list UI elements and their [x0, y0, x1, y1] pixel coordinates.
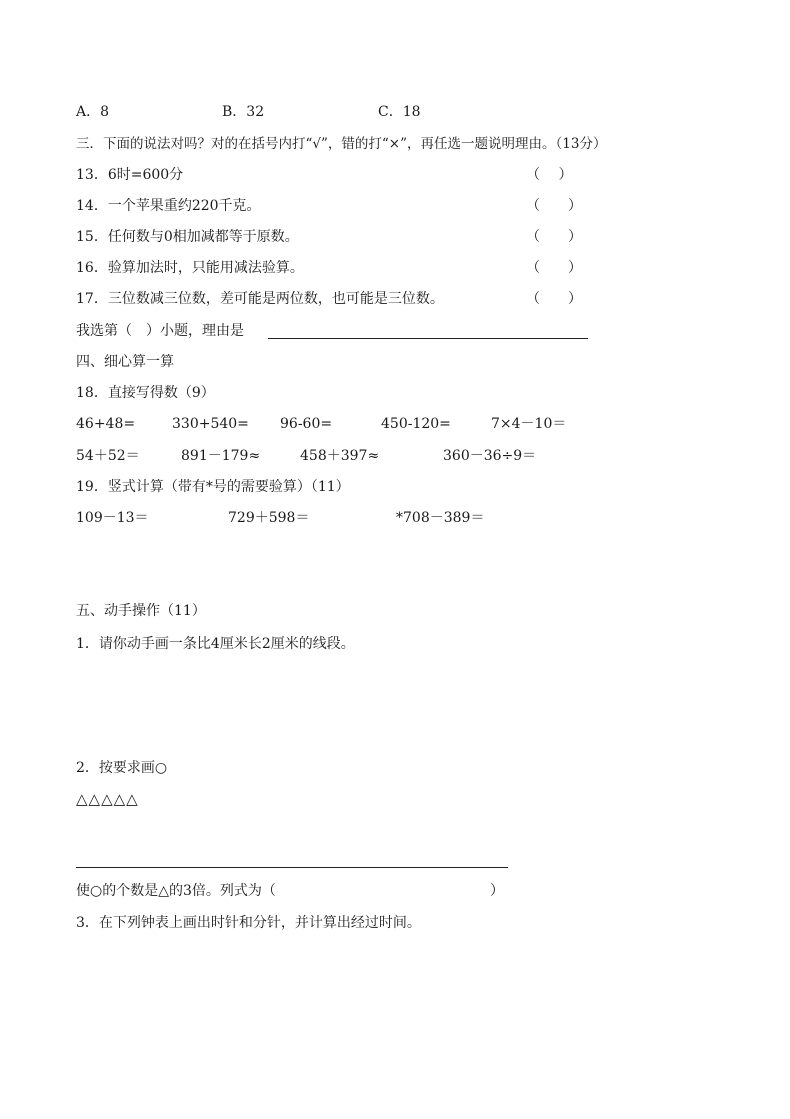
calc-item: 7×4－10＝: [491, 416, 567, 432]
answer-paren-15[interactable]: （ ）: [526, 229, 582, 245]
option-c: C．18: [378, 104, 421, 120]
drawing-question-1: 1．请你动手画一条比4厘米长2厘米的线段。: [76, 636, 355, 652]
question-18: 18．直接写得数（9）: [76, 385, 215, 401]
expression-close-paren: ）: [490, 883, 504, 899]
expression-prompt: 使○的个数是△的3倍。列式为（: [76, 883, 276, 899]
question-16: 16．验算加法时，只能用减法验算。: [76, 260, 304, 276]
answer-paren-17[interactable]: （ ）: [526, 291, 582, 307]
calc-item: 458＋397≈: [300, 448, 380, 464]
calc-item: 360－36÷9＝: [443, 448, 537, 464]
calc-item: 54＋52＝: [76, 448, 140, 464]
drawing-question-2: 2．按要求画○: [76, 760, 168, 776]
calc-item: *708－389＝: [396, 510, 485, 526]
question-17: 17．三位数减三位数，差可能是两位数，也可能是三位数。: [76, 291, 444, 307]
calc-item: 109－13＝: [76, 510, 149, 526]
calc-item: 729＋598＝: [228, 510, 310, 526]
question-13: 13．6时=600分: [76, 167, 184, 183]
calc-item: 450-120=: [381, 416, 451, 432]
section4-heading: 四、细心算一算: [76, 354, 174, 370]
option-b: B．32: [222, 104, 265, 120]
circle-drawing-line[interactable]: [76, 867, 508, 868]
triangle-row: △△△△△: [76, 790, 139, 808]
calc-item: 96-60=: [280, 416, 333, 432]
question-19: 19．竖式计算（带有*号的需要验算）（11）: [76, 479, 350, 495]
answer-paren-13[interactable]: （ ）: [526, 167, 573, 183]
calc-item: 330+540=: [172, 416, 249, 432]
answer-paren-16[interactable]: （ ）: [526, 260, 582, 276]
calc-item: 891－179≈: [181, 448, 261, 464]
option-a: A．8: [76, 104, 110, 120]
calc-item: 46+48=: [76, 416, 136, 432]
reason-prompt: 我选第（ ）小题，理由是: [76, 323, 244, 339]
section3-heading: 三．下面的说法对吗？对的在括号内打“√”，错的打“×”，再任选一题说明理由。（13分）: [76, 136, 607, 152]
section5-heading: 五、动手操作（11）: [76, 603, 206, 619]
clock-question-3: 3．在下列钟表上画出时针和分针，并计算出经过时间。: [76, 915, 421, 931]
question-14: 14．一个苹果重约220千克。: [76, 198, 261, 214]
answer-paren-14[interactable]: （ ）: [526, 198, 582, 214]
reason-answer-line[interactable]: [268, 338, 588, 339]
question-15: 15．任何数与0相加减都等于原数。: [76, 229, 299, 245]
